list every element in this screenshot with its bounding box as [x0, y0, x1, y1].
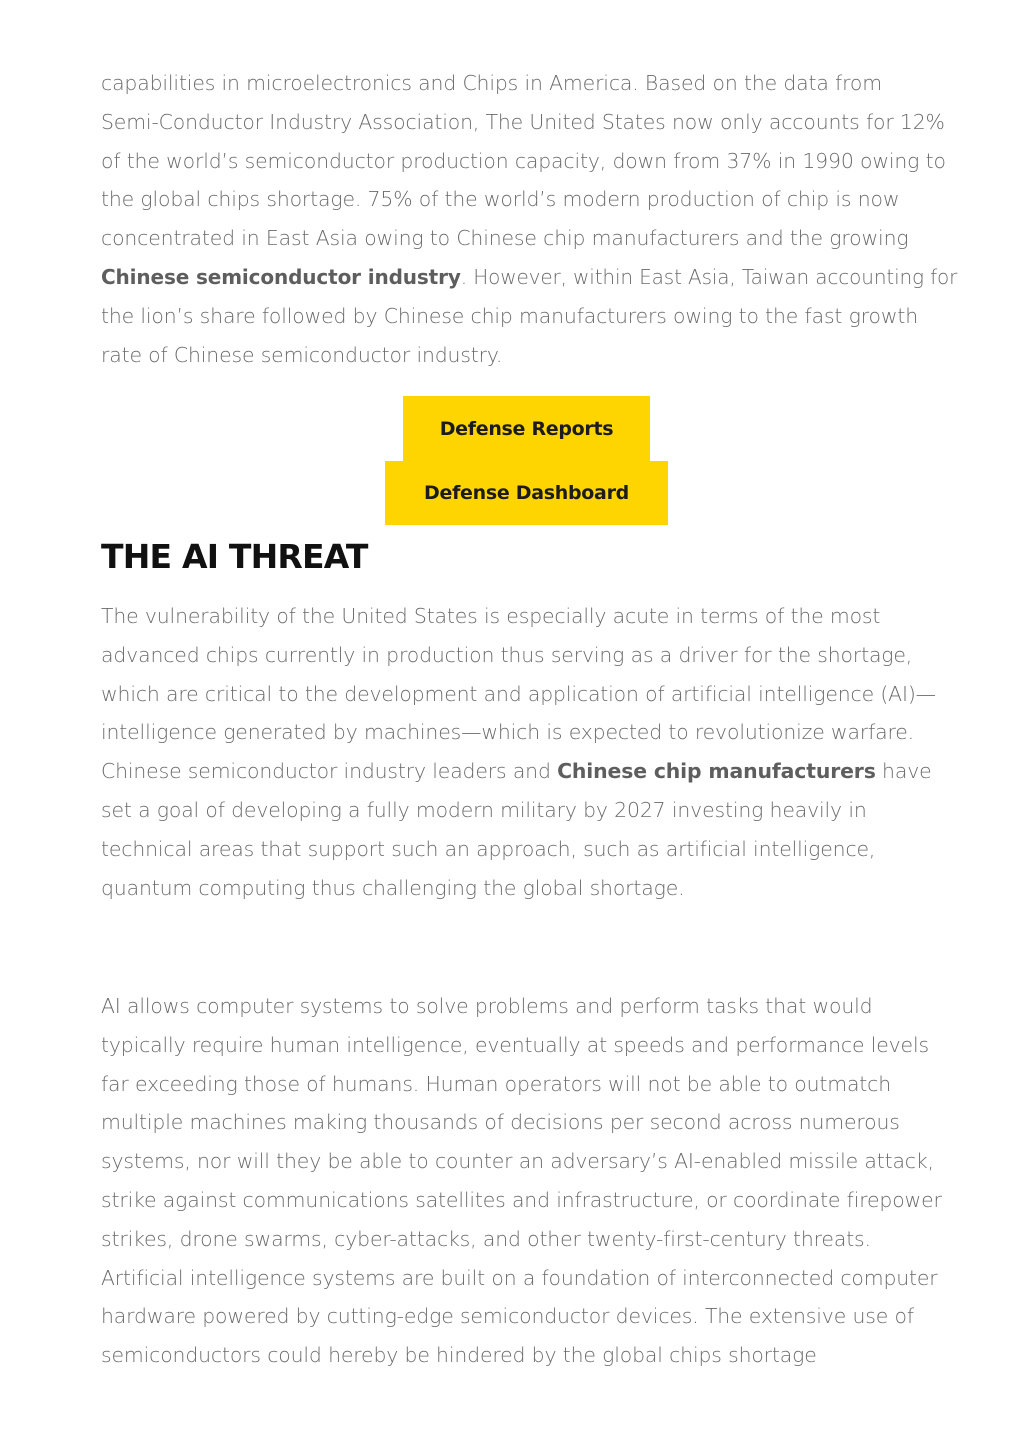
text-line: typically require human intelligence, eventually at speeds and performance levels: [101, 1032, 929, 1057]
text-line: intelligence generated by machines—which is expected to revolutionize warfare.: [101, 720, 914, 745]
text-line: the global chips shortage. 75% of the world’s modern production of chip is now: [101, 187, 900, 212]
section-heading: THE AI THREAT: [101, 537, 368, 576]
text-line: quantum computing thus challenging the global shortage.: [101, 875, 685, 900]
text-line: of the world’s semiconductor production capacity, down from 37% in 1990 owing to: [101, 148, 946, 173]
text-line: capabilities in microelectronics and Chips in America. Based on the data from: [101, 71, 882, 95]
text-line: strikes, drone swarms, cyber-attacks, and other twenty-first-century threats.: [101, 1226, 871, 1251]
text-line: concentrated in East Asia owing to Chinese chip manufacturers and the growing: [101, 226, 909, 251]
text-line: the lion’s share followed by Chinese chip manufacturers owing to the fast growth: [101, 303, 919, 328]
text-line: rate of Chinese semiconductor industry.: [101, 342, 503, 367]
text-fragment: have: [875, 759, 932, 784]
text-line: The vulnerability of the United States is especially acute in terms of the most: [101, 604, 881, 628]
intro-paragraph: [101, 64, 961, 374]
text-line: which are critical to the development and application of artificial intelligence (AI)—: [101, 681, 936, 706]
text-line: far exceeding those of humans. Human operators will not be able to outmatch: [101, 1071, 892, 1096]
text-line: [101, 752, 957, 791]
text-line: multiple machines making thousands of decisions per second across numerous: [101, 1110, 900, 1135]
link-chinese-chip-manufacturers[interactable]: Chinese chip manufacturers: [557, 759, 876, 784]
link-chinese-semiconductor-industry[interactable]: Chinese semiconductor industry: [101, 264, 461, 289]
text-fragment: . However, within East Asia, Taiwan accounting for: [460, 264, 958, 289]
text-line: Semi-Conductor Industry Association, The United States now only accounts for 12%: [101, 109, 945, 134]
text-fragment: Chinese semiconductor industry leaders and: [101, 759, 558, 784]
text-line: set a goal of developing a fully modern military by 2027 investing heavily in: [101, 797, 867, 822]
text-line: systems, nor will they be able to counter an adversary’s AI-enabled missile attack,: [101, 1149, 934, 1174]
text-line: technical areas that support such an approach, such as artificial intelligence,: [101, 836, 876, 861]
text-line: strike against communications satellites and infrastructure, or coordinate firepower: [101, 1187, 942, 1212]
defense-reports-button[interactable]: Defense Reports: [403, 396, 650, 462]
ai-threat-paragraph: [101, 597, 961, 907]
text-line: AI allows computer systems to solve problems and perform tasks that would: [101, 994, 873, 1018]
text-line: hardware powered by cutting-edge semiconductor devices. The extensive use of: [101, 1304, 914, 1329]
text-line: advanced chips currently in production thus serving as a driver for the shortage,: [101, 642, 913, 667]
text-line: [101, 258, 958, 297]
text-line: Artificial intelligence systems are built on a foundation of interconnected computer: [101, 1265, 938, 1290]
text-line: semiconductors could hereby be hindered by the global chips shortage: [101, 1343, 817, 1368]
defense-dashboard-button[interactable]: Defense Dashboard: [385, 461, 668, 525]
ai-systems-paragraph: [101, 987, 961, 1375]
